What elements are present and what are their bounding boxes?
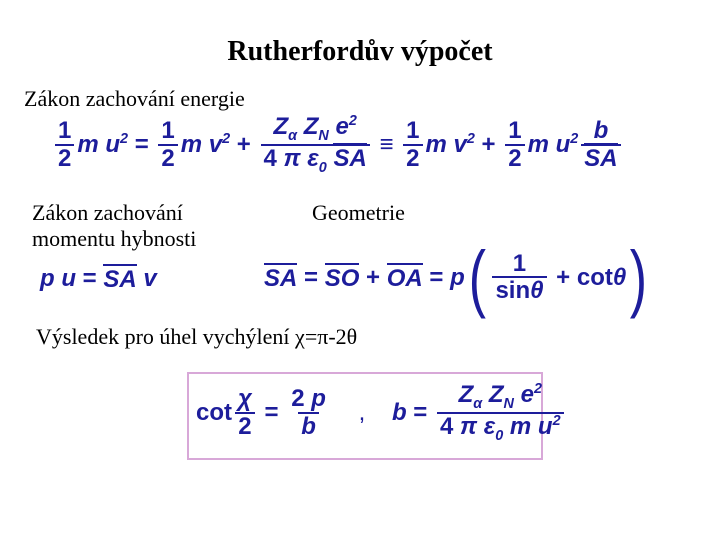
geometry-label: Geometrie: [312, 200, 405, 225]
energy-conservation-label: Zákon zachování energie: [24, 86, 245, 111]
energy-equation: $\frac{1}{2}$ m $u^2$ = $\frac{1}{2}$ m $v^2$ + $\frac{Z_\alpha Z_N e^2}{4 \pi \varepsilon_0 SA}$ ≡ $\frac{1}{2}$ m $v^2$ + $\frac{1}{2}$ m $u^2$ $\frac{b}{SA}$: [52, 114, 624, 177]
momentum-equation: p u = SA v: [40, 265, 157, 293]
result-equation: cot $\frac{\chi}{2}$ = $\frac{2 p}{b}$ , b = $\frac{Z_\alpha Z_N e^2}{4 \pi \varepsilon_0 m u^2}$: [196, 382, 567, 445]
geometry-equation: SA = SO + OA = p ( $\frac{1}{\sin\theta}$ + cot θ ): [264, 236, 648, 319]
momentum-label-line2: momentu hybnosti: [32, 226, 197, 251]
result-label: Výsledek pro úhel vychýlení χ=π-2θ: [36, 324, 358, 349]
page-title: Rutherfordův výpočet: [227, 36, 493, 67]
momentum-label-line1: Zákon zachování: [32, 200, 183, 225]
momentum-conservation-label: [32, 200, 196, 252]
